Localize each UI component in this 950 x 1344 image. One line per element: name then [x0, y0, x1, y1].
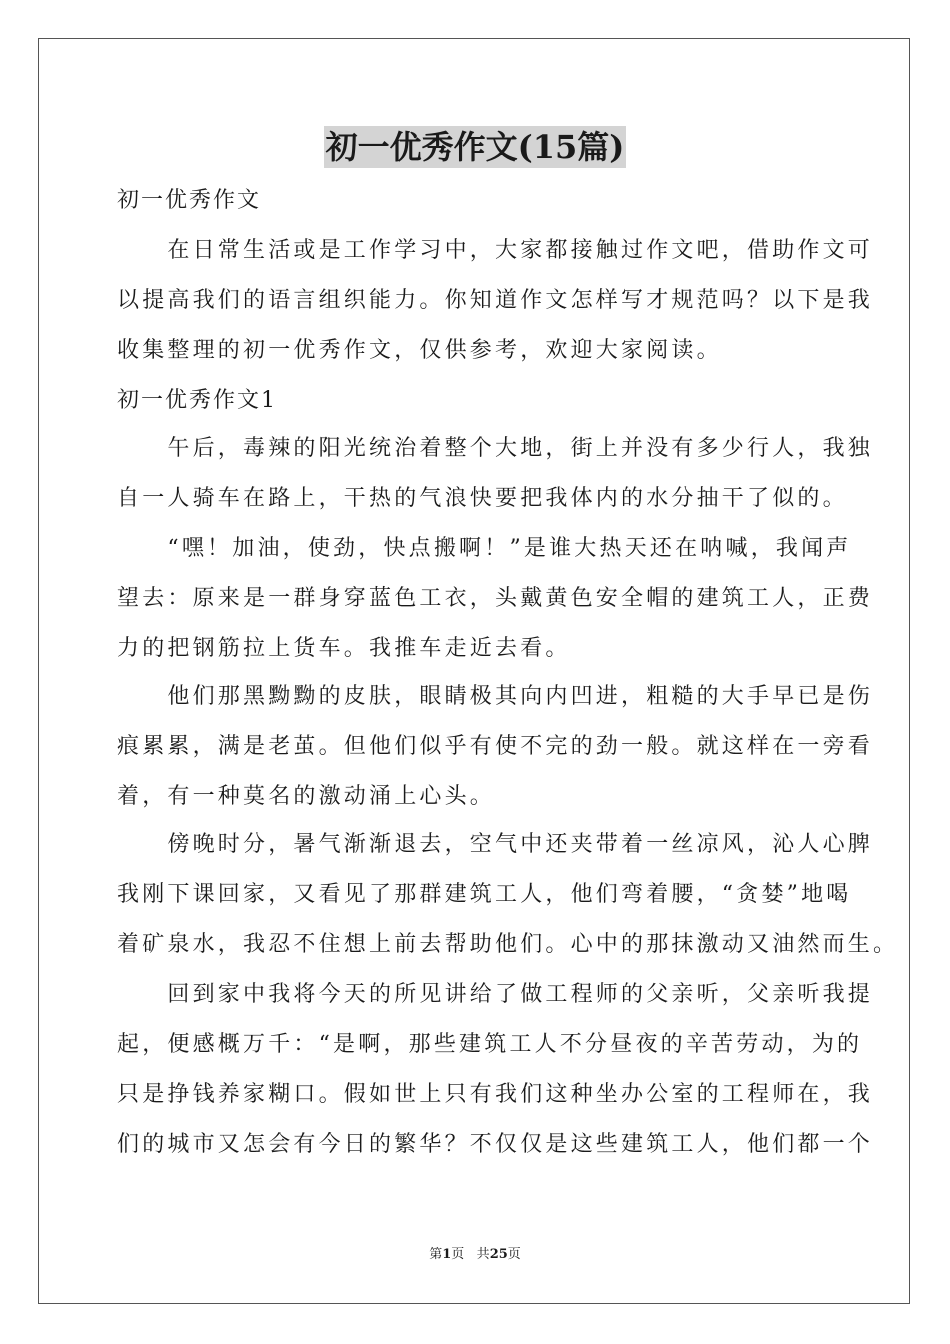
footer-total-prefix: 共: [476, 1247, 490, 1262]
paragraph-line: 力的把钢筋拉上货车。我推车走近去看。: [117, 636, 571, 661]
paragraph-line: 自一人骑车在路上，干热的气浪快要把我体内的水分抽干了似的。: [117, 486, 848, 511]
paragraph-line: 们的城市又怎会有今日的繁华？不仅仅是这些建筑工人，他们都一个: [117, 1132, 874, 1157]
document-title: 初一优秀作文(15篇): [325, 128, 625, 166]
paragraph-line: 午后，毒辣的阳光统治着整个大地，街上并没有多少行人，我独: [117, 436, 874, 461]
paragraph-line: 着矿泉水，我忍不住想上前去帮助他们。心中的那抹激动又油然而生。: [117, 932, 899, 957]
paragraph-line: 收集整理的初一优秀作文，仅供参考，欢迎大家阅读。: [117, 338, 722, 363]
footer-total-suffix: 页: [507, 1247, 521, 1262]
footer-total-pages: 25: [489, 1247, 508, 1262]
section-heading: 初一优秀作文: [117, 188, 262, 213]
section-heading: 初一优秀作文1: [117, 388, 277, 413]
paragraph-line: 回到家中我将今天的所见讲给了做工程师的父亲听，父亲听我提: [117, 982, 874, 1007]
paragraph-line: 起，便感概万千：“是啊，那些建筑工人不分昼夜的辛苦劳动，为的: [117, 1032, 863, 1057]
paragraph-line: 只是挣钱养家糊口。假如世上只有我们这种坐办公室的工程师在，我: [117, 1082, 874, 1107]
title-area: [0, 126, 950, 168]
footer-page-suffix: 页: [451, 1247, 465, 1262]
paragraph-line: 望去：原来是一群身穿蓝色工衣，头戴黄色安全帽的建筑工人，正费: [117, 586, 874, 611]
paragraph-line: 他们那黑黝黝的皮肤，眼睛极其向内凹进，粗糙的大手早已是伤: [117, 684, 874, 709]
page-footer: [0, 1246, 950, 1264]
page-border: [38, 38, 910, 1304]
paragraph-line: 我刚下课回家，又看见了那群建筑工人，他们弯着腰，“贪婪”地喝: [117, 882, 852, 907]
paragraph-line: 在日常生活或是工作学习中，大家都接触过作文吧，借助作文可: [117, 238, 874, 263]
footer-page-prefix: 第: [429, 1247, 443, 1262]
footer-page-number: 1: [442, 1247, 452, 1262]
paragraph-line: 傍晚时分，暑气渐渐退去，空气中还夹带着一丝凉风，沁人心脾: [117, 832, 874, 857]
paragraph-line: 着，有一种莫名的激动涌上心头。: [117, 784, 496, 809]
paragraph-line: “嘿！加油，使劲，快点搬啊！”是谁大热天还在呐喊，我闻声: [117, 536, 852, 561]
paragraph-line: 以提高我们的语言组织能力。你知道作文怎样写才规范吗？以下是我: [117, 288, 874, 313]
paragraph-line: 痕累累，满是老茧。但他们似乎有使不完的劲一般。就这样在一旁看: [117, 734, 874, 759]
